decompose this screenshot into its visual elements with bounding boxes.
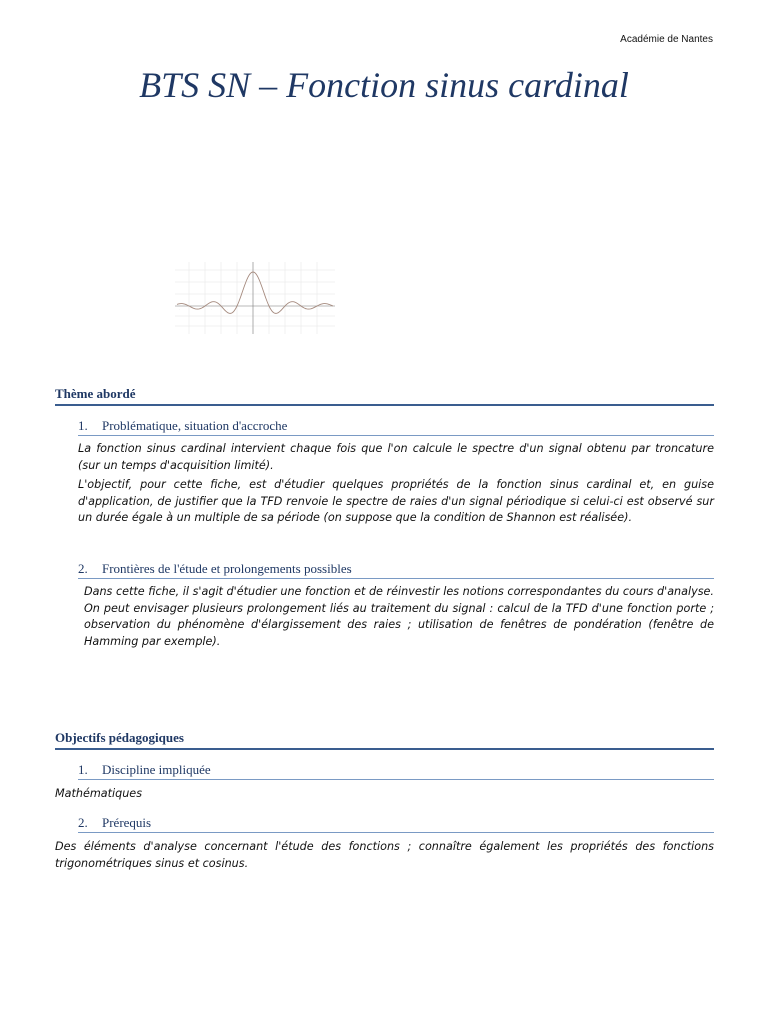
sinc-curve bbox=[177, 272, 333, 313]
paragraph-frontieres: Dans cette fiche, il s'agit d'étudier une fonction et de réinvestir les notions correspondantes du cours d'analyse. On peut envisager plusieurs prolongement liés au traitement du signal : calcul de la TFD d'une fonction porte ; observation du phénomène d'élargissement des raies ; utilisation de fenêtres de pondération (fenêtre de Hamming par exemple). bbox=[84, 585, 714, 648]
svg-text:·: · bbox=[321, 308, 322, 311]
paragraph-discipline: Mathématiques bbox=[55, 787, 143, 800]
document-title: BTS SN – Fonction sinus cardinal bbox=[139, 65, 629, 105]
subsection-number: 1. bbox=[78, 418, 88, 433]
subsection-number: 2. bbox=[78, 561, 88, 576]
subsection-title: Prérequis bbox=[102, 815, 152, 830]
subsection-heading-frontieres bbox=[78, 561, 714, 579]
svg-text:·: · bbox=[227, 308, 228, 311]
subsection-number: 2. bbox=[78, 815, 88, 830]
sinc-graph bbox=[175, 262, 335, 334]
subsection-heading-discipline bbox=[78, 762, 714, 780]
paragraph-accroche: La fonction sinus cardinal intervient chaque fois que l'on calcule le spectre d'un signal obtenu par troncature (sur un temps d'acquisition limité). bbox=[78, 442, 714, 472]
svg-text:·: · bbox=[305, 308, 306, 311]
svg-text:·: · bbox=[179, 308, 180, 311]
subsection-number: 1. bbox=[78, 762, 88, 777]
svg-text:·: · bbox=[195, 308, 196, 311]
section-heading-objectifs: Objectifs pédagogiques bbox=[55, 730, 714, 750]
subsection-heading-problematique bbox=[78, 418, 714, 436]
svg-text:·: · bbox=[289, 308, 290, 311]
subsection-heading-prerequis bbox=[78, 815, 714, 833]
paragraph-objectif: L'objectif, pour cette fiche, est d'étudier quelques propriétés de la fonction sinus cardinal et, en guise d'application, de justifier que la TFD renvoie le spectre de raies d'un signal périodique si celui-ci est observé sur un durée égale à un multiple de sa période (on suppose que la condition de Shannon est réalisée). bbox=[78, 478, 714, 524]
subsection-title: Frontières de l'étude et prolongements possibles bbox=[102, 561, 352, 576]
header-institution: Académie de Nantes bbox=[620, 34, 713, 45]
subsection-title: Problématique, situation d'accroche bbox=[102, 418, 288, 433]
section-heading-theme: Thème abordé bbox=[55, 386, 714, 406]
svg-text:·: · bbox=[211, 308, 212, 311]
paragraph-prerequis: Des éléments d'analyse concernant l'étude des fonctions ; connaître également les propriétés des fonctions trigonométriques sinus et cosinus. bbox=[55, 840, 714, 870]
svg-text:·: · bbox=[273, 308, 274, 311]
subsection-title: Discipline impliquée bbox=[102, 762, 211, 777]
